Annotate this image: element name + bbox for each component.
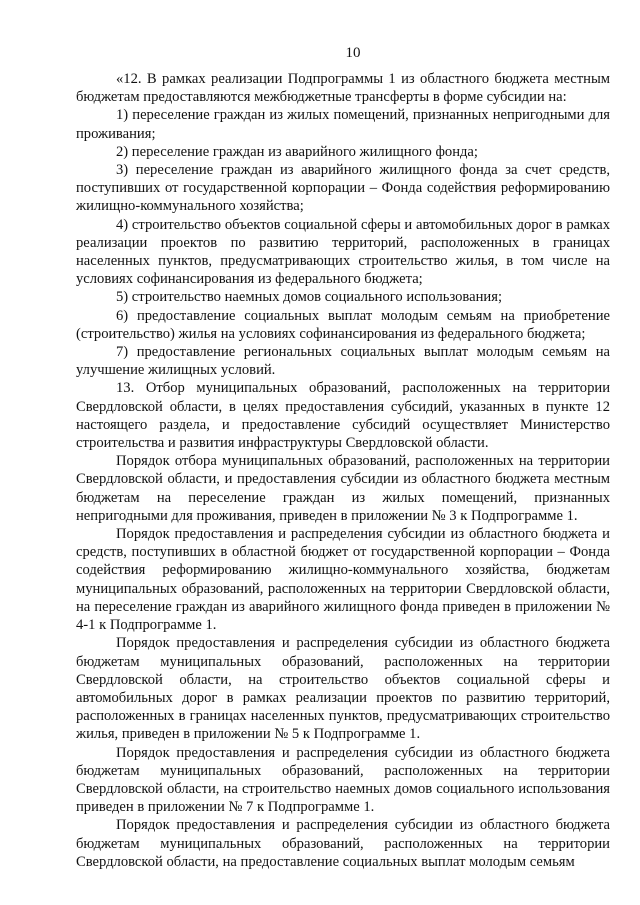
paragraph: «12. В рамках реализации Подпрограммы 1 из областного бюджета местным бюджетам предоставляются межбюджетные трансферты в форме субсидии на: — [76, 71, 610, 106]
paragraph: 4) строительство объектов социальной сферы и автомобильных дорог в рамках реализации проектов по развитию территорий, расположенных в границах населенных пунктов, предусматривающих строительство жилья, в том числе на условиях софинансирования из федерального бюджета; — [76, 216, 610, 288]
paragraph: 6) предоставление социальных выплат молодым семьям на приобретение (строительство) жилья на условиях софинансирования из федерального бюджета; — [76, 307, 610, 342]
paragraph: 13. Отбор муниципальных образований, расположенных на территории Свердловской области, в целях предоставления субсидий, указанных в пункте 12 настоящего раздела, и предоставление субсидий осуществляет Министерство строительства и развития инфраструктуры Свердловской области. — [76, 380, 610, 452]
paragraph: 7) предоставление региональных социальных выплат молодым семьям на улучшение жилищных условий. — [76, 344, 610, 379]
paragraph: Порядок предоставления и распределения субсидии из областного бюджета и средств, поступивших в областной бюджет от государственной корпорации – Фонда содействия реформированию жилищно-коммунального хозяйства, бюджетам муниципальных образований, расположенных на территории Свердловской области, на переселение граждан из аварийного жилищного фонда приведен в приложении № 4-1 к Подпрограмме 1. — [76, 526, 610, 634]
paragraph: Порядок предоставления и распределения субсидии из областного бюджета бюджетам муниципальных образований, расположенных на территории Свердловской области, на предоставление социальных выплат молодым семьям — [76, 817, 610, 870]
paragraph: 1) переселение граждан из жилых помещений, признанных непригодными для проживания; — [76, 107, 610, 142]
paragraph: Порядок предоставления и распределения субсидии из областного бюджета бюджетам муниципальных образований, расположенных на территории Свердловской области, на строительство наемных домов социального использования приведен в приложении № 7 к Подпрограмме 1. — [76, 744, 610, 816]
paragraph: 2) переселение граждан из аварийного жилищного фонда; — [116, 143, 478, 160]
document-body — [76, 70, 610, 871]
paragraph: Порядок предоставления и распределения субсидии из областного бюджета бюджетам муниципальных образований, расположенных на территории Свердловской области, на строительство объектов социальной сферы и автомобильных дорог в рамках реализации проектов по развитию территорий, расположенных в границах населенных пунктов, предусматривающих строительство жилья, приведен в приложении № 5 к Подпрограмме 1. — [76, 635, 610, 743]
paragraph: 5) строительство наемных домов социального использования; — [116, 289, 502, 306]
paragraph: 3) переселение граждан из аварийного жилищного фонда за счет средств, поступивших от государственной корпорации – Фонда содействия реформированию жилищно-коммунального хозяйства; — [76, 162, 610, 215]
paragraph: Порядок отбора муниципальных образований, расположенных на территории Свердловской области, и предоставления субсидии из областного бюджета местным бюджетам на переселение граждан из жилых помещений, признанных непригодными для проживания, приведен в приложении № 3 к Подпрограмме 1. — [76, 453, 610, 524]
page-number: 10 — [345, 45, 361, 61]
